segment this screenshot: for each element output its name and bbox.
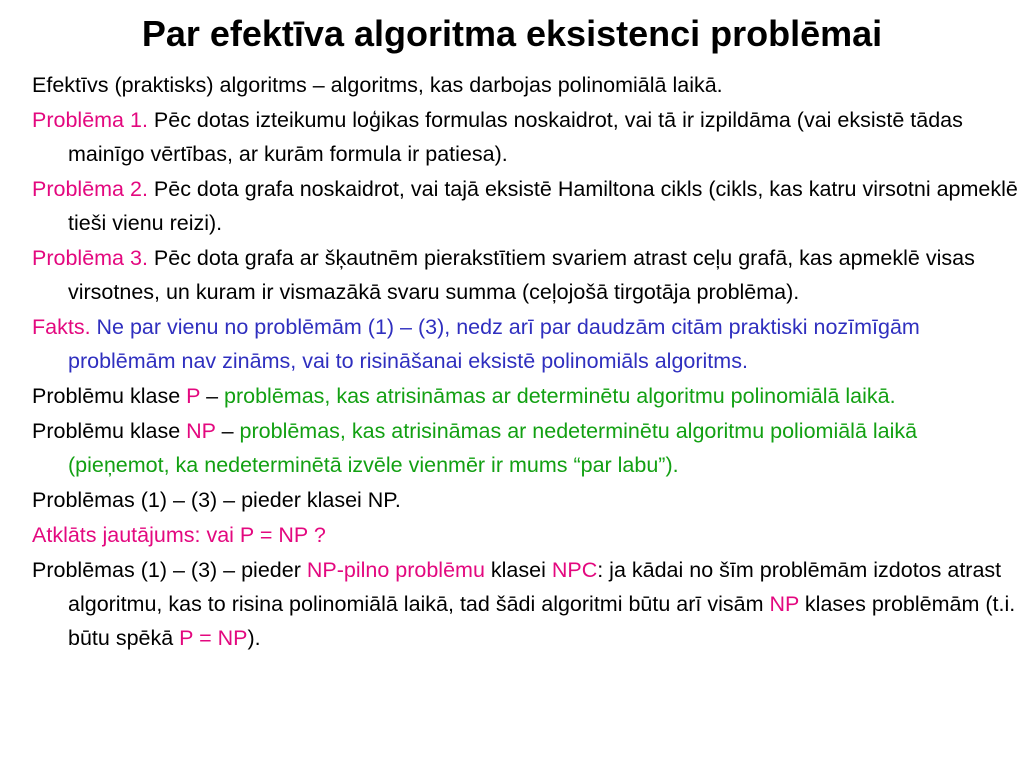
class-np-dash: –: [215, 419, 240, 443]
fact-label: Fakts.: [32, 315, 91, 339]
class-p-name: P: [186, 384, 201, 408]
npc-highlight-npc: NPC: [551, 558, 598, 582]
paragraph-efficient-algorithm-definition: [32, 68, 1022, 102]
paragraph-problem-3: [32, 241, 1022, 309]
npc-highlight-p-equals-np: P = NP: [179, 626, 248, 650]
npc-text-1: Problēmas (1) – (3) – pieder: [32, 558, 307, 582]
fact-text: Ne par vienu no problēmām (1) – (3), nedz arī par daudzām citām praktiski nozīmīgām problēmām nav zināms, vai to risināšanai eksistē polinomiāls algoritms.: [68, 315, 920, 373]
slide-title: Par efektīva algoritma eksistenci problēmai: [141, 13, 883, 54]
slide-body: [32, 68, 1022, 656]
npc-highlight-np: NP: [769, 592, 799, 616]
class-np-prefix: Problēmu klase: [32, 419, 187, 443]
paragraph-class-np: [32, 414, 1022, 482]
class-p-definition: problēmas, kas atrisināmas ar determinētu algoritmu polinomiālā laikā.: [224, 384, 896, 408]
paragraph-fact: [32, 310, 1022, 378]
paragraph-text: Problēmas (1) – (3) – pieder klasei NP.: [32, 488, 401, 512]
paragraph-problems-in-np: [32, 483, 1022, 517]
npc-text-2: klasei: [484, 558, 552, 582]
paragraph-text: Efektīvs (praktisks) algoritms – algoritms, kas darbojas polinomiālā laikā.: [32, 73, 723, 97]
problem-1-text: Pēc dotas izteikumu loģikas formulas noskaidrot, vai tā ir izpildāma (vai eksistē tādas mainīgo vērtības, ar kurām formula ir patiesa).: [68, 108, 963, 166]
paragraph-npc: [32, 553, 1022, 655]
npc-text-4: klases problēmām (t.i. būtu spēkā: [68, 592, 1016, 650]
open-question-text: Atklāts jautājums: vai P = NP ?: [32, 523, 326, 547]
class-p-dash: –: [200, 384, 225, 408]
problem-3-label: Problēma 3.: [32, 246, 148, 270]
paragraph-problem-2: [32, 172, 1022, 240]
paragraph-problem-1: [32, 103, 1022, 171]
problem-2-text: Pēc dota grafa noskaidrot, vai tajā eksistē Hamiltona cikls (cikls, kas katru virsotni apmeklē tieši vienu reizi).: [68, 177, 1018, 235]
npc-highlight-np-complete: NP-pilno problēmu: [306, 558, 485, 582]
problem-1-label: Problēma 1.: [32, 108, 148, 132]
problem-2-label: Problēma 2.: [32, 177, 148, 201]
class-p-prefix: Problēmu klase: [32, 384, 187, 408]
class-np-definition: problēmas, kas atrisināmas ar nedeterminētu algoritmu poliomiālā laikā (pieņemot, ka nedeterminētā izvēle vienmēr ir mums “par labu”).: [68, 419, 918, 477]
paragraph-class-p: [32, 379, 1022, 413]
npc-text-5: ).: [247, 626, 261, 650]
problem-3-text: Pēc dota grafa ar šķautnēm pierakstītiem svariem atrast ceļu grafā, kas apmeklē visas virsotnes, un kuram ir vismazākā svaru summa (ceļojošā tirgotāja problēma).: [68, 246, 975, 304]
class-np-name: NP: [186, 419, 216, 443]
paragraph-open-question: [32, 518, 1022, 552]
npc-text-3: : ja kādai no šīm problēmām izdotos atrast algoritmu, kas to risina polinomiālā laikā, tad šādi algoritmi būtu arī visām: [68, 558, 1002, 616]
